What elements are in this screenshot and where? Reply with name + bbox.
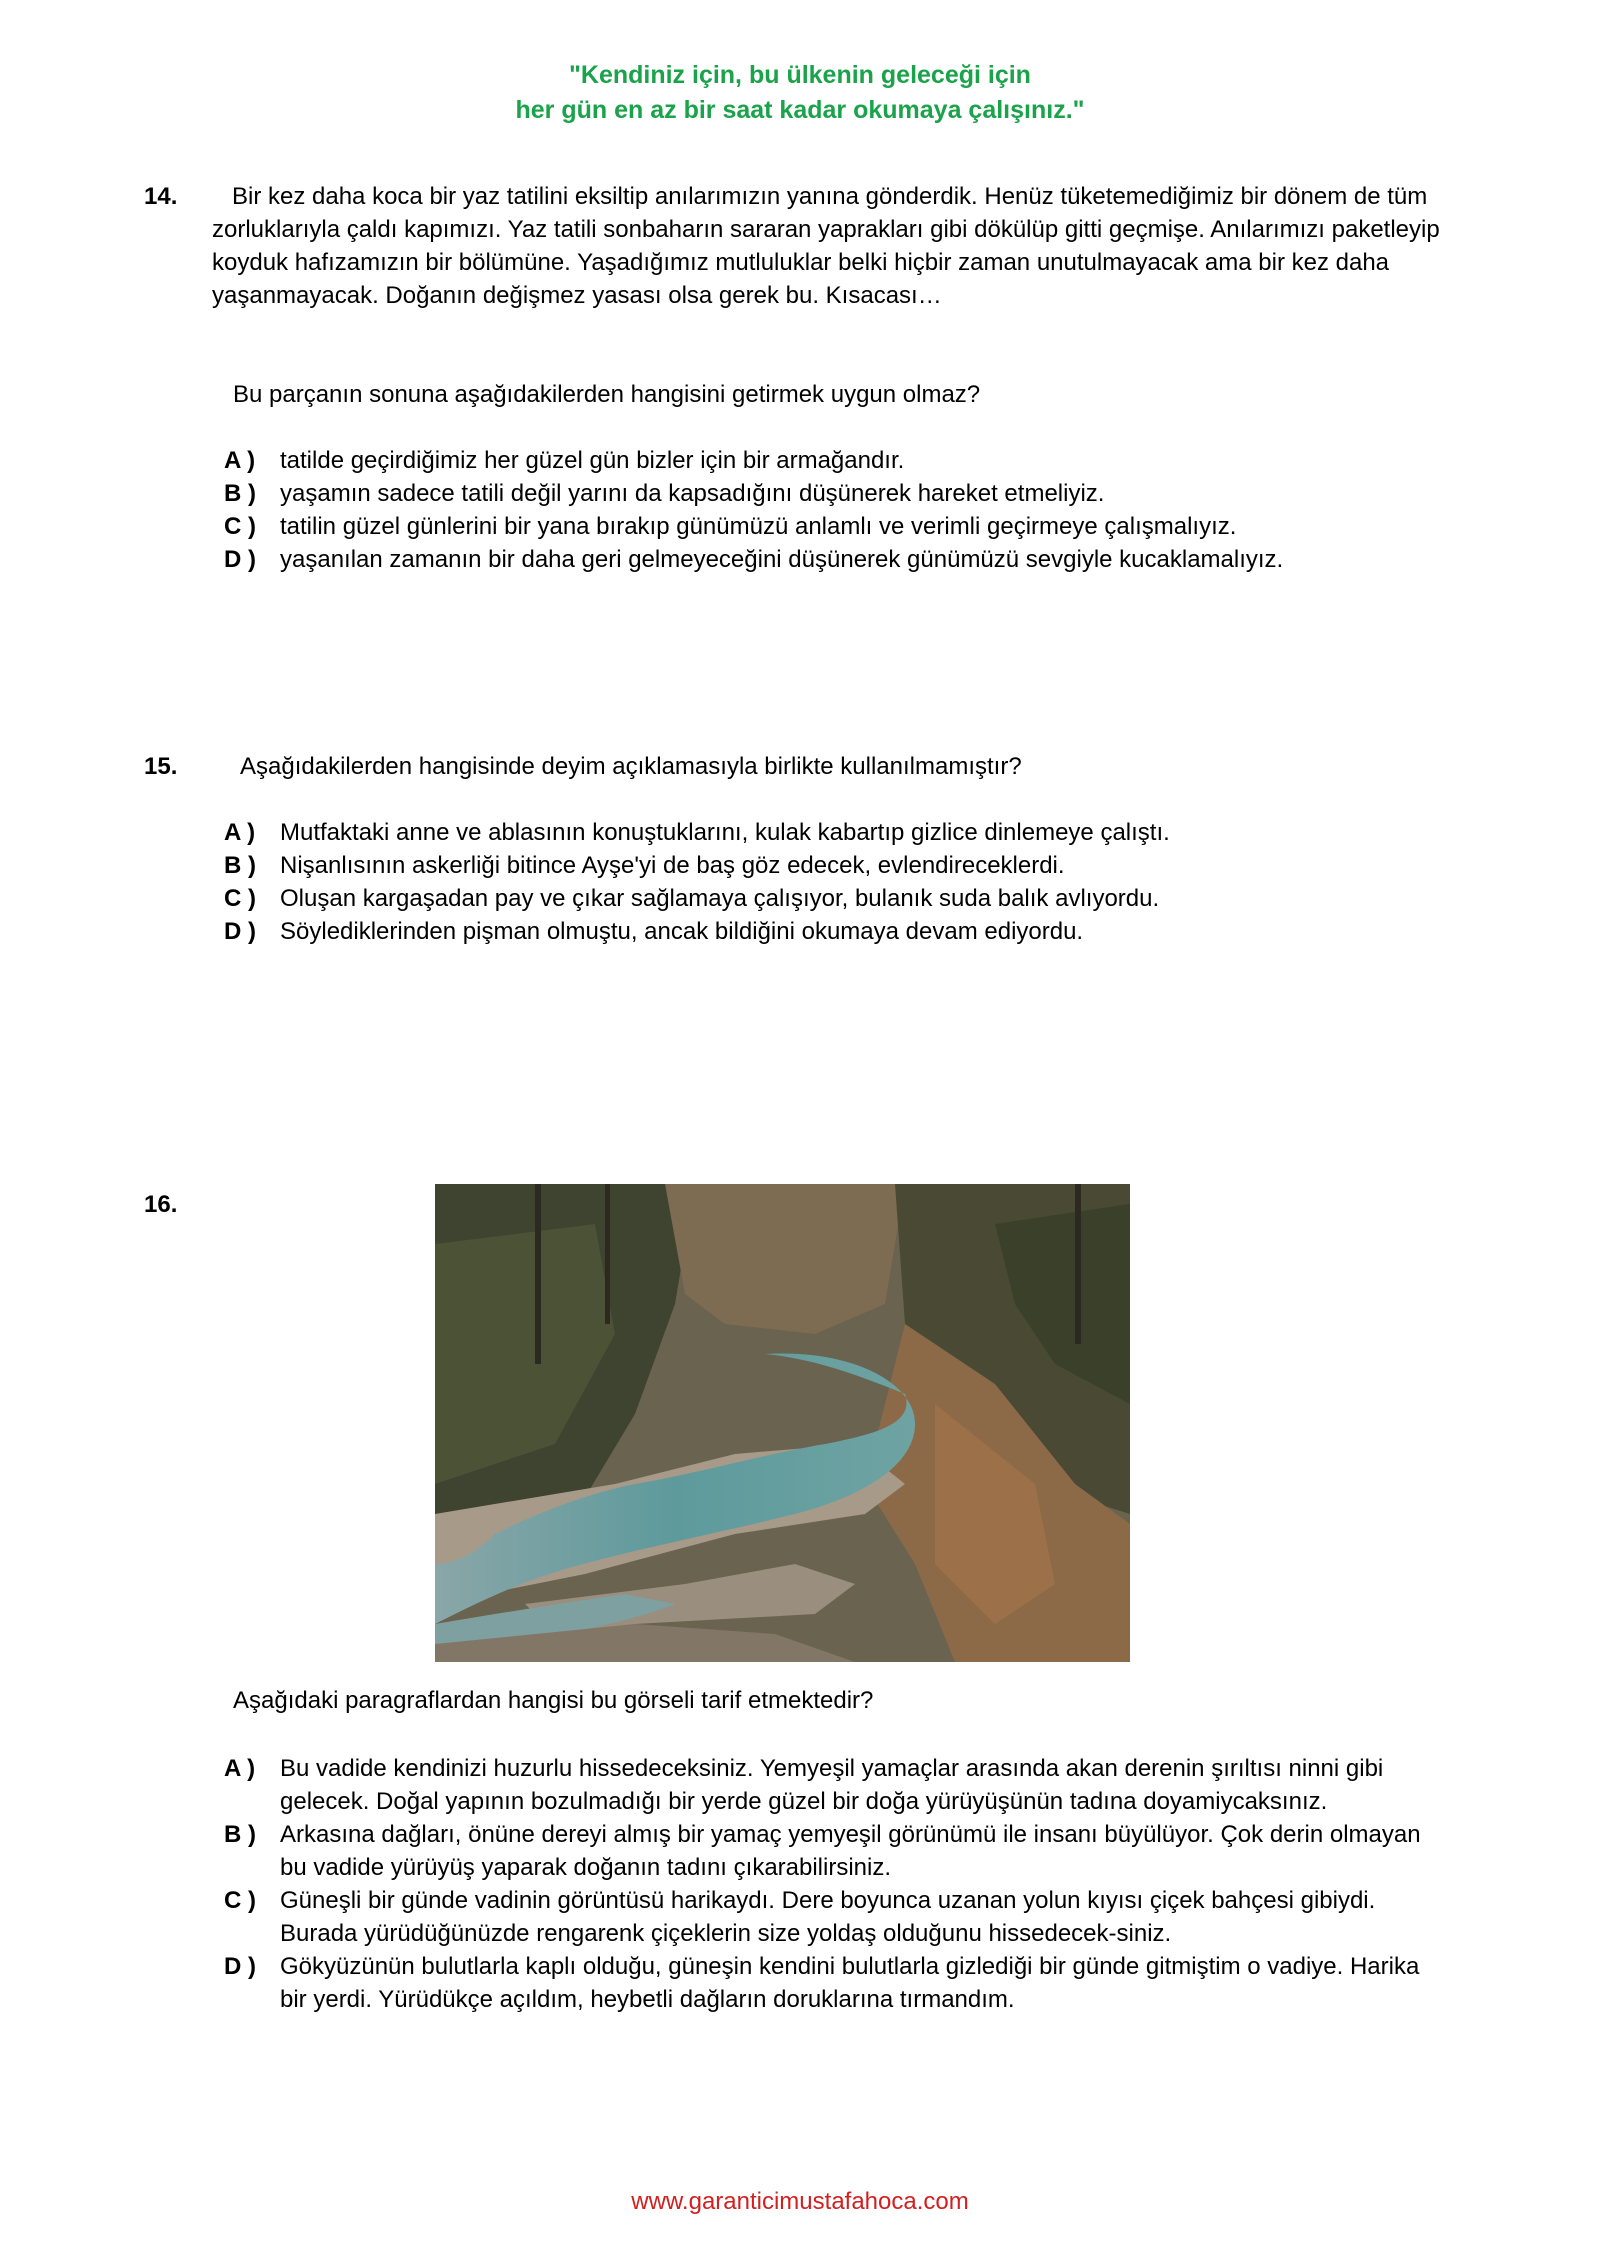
option-b[interactable] [224, 849, 1444, 882]
option-a[interactable] [224, 1752, 1444, 1818]
option-b[interactable] [224, 1818, 1444, 1884]
option-a[interactable] [224, 816, 1444, 849]
option-letter: A ) [224, 447, 256, 474]
option-text: tatilin güzel günlerini bir yana bırakıp günümüzü anlamlı ve verimli geçirmeye çalışmalıyız. [280, 513, 1237, 540]
header-motto [0, 58, 1600, 128]
question-number: 15. [144, 753, 178, 780]
option-a[interactable] [224, 444, 1444, 477]
passage-text: Bir kez daha koca bir yaz tatilini eksiltip anılarımızın yanına gönderdik. Henüz tüketemediğimiz bir dönem de tüm zorluklarıyla çaldı kapımızı. Yaz tatili sonbaharın sararan yaprakları gibi dökülüp gitti geçmişe. Anılarımızı paketleyip koyduk hafızamızın bir bölümüne. Yaşadığımız mutluluklar belki hiçbir zaman unutulmayacak ama bir kez daha yaşanmayacak. Doğanın değişmez yasası olsa gerek bu. Kısacası… [212, 183, 1440, 309]
option-letter: C ) [224, 513, 256, 540]
option-letter: C ) [224, 1887, 256, 1914]
option-c[interactable] [224, 1884, 1444, 1950]
option-text: Gökyüzünün bulutlarla kaplı olduğu, güneşin kendini bulutlarla gizlediği bir günde gitmiştim o vadiye. Harika bir yerdi. Yürüdükçe açıldım, heybetli dağların doruklarına tırmandım. [280, 1953, 1420, 2013]
valley-river-photo [435, 1184, 1130, 1662]
option-list [224, 1752, 1444, 2016]
option-text: Arkasına dağları, önüne dereyi almış bir yamaç yemyeşil görünümü ile insanı büyülüyor. Çok derin olmayan bu vadide yürüyüş yaparak doğanın tadını çıkarabilirsiniz. [280, 1821, 1421, 1881]
option-c[interactable] [224, 510, 1444, 543]
question-stem: Aşağıdaki paragraflardan hangisi bu görseli tarif etmektedir? [233, 1687, 874, 1714]
option-letter: A ) [224, 1755, 256, 1782]
option-text: Oluşan kargaşadan pay ve çıkar sağlamaya çalışıyor, bulanık suda balık avlıyordu. [280, 885, 1160, 912]
header-line-2: her gün en az bir saat kadar okumaya çalışınız." [515, 96, 1085, 124]
option-c[interactable] [224, 882, 1444, 915]
question-stem: Aşağıdakilerden hangisinde deyim açıklamasıyla birlikte kullanılmamıştır? [240, 753, 1022, 780]
option-text: Söylediklerinden pişman olmuştu, ancak bildiğini okumaya devam ediyordu. [280, 918, 1084, 945]
footer-website-link[interactable]: www.garanticimustafahoca.com [631, 2188, 969, 2215]
option-letter: D ) [224, 546, 256, 573]
option-text: tatilde geçirdiğimiz her güzel gün bizler için bir armağandır. [280, 447, 905, 474]
question-stem: Bu parçanın sonuna aşağıdakilerden hangisini getirmek uygun olmaz? [233, 381, 981, 408]
option-text: Güneşli bir günde vadinin görüntüsü harikaydı. Dere boyunca uzanan yolun kıyısı çiçek bahçesi gibiydi. Burada yürüdüğünüzde rengarenk çiçeklerin size yoldaş olduğunu hissedecek-siniz. [280, 1887, 1376, 1947]
question-number: 16. [144, 1191, 178, 1218]
option-text: yaşamın sadece tatili değil yarını da kapsadığını düşünerek hareket etmeliyiz. [280, 480, 1105, 507]
option-text: Nişanlısının askerliği bitince Ayşe'yi de baş göz edecek, evlendireceklerdi. [280, 852, 1065, 879]
option-letter: D ) [224, 918, 256, 945]
option-d[interactable] [224, 1950, 1444, 2016]
option-letter: B ) [224, 1821, 256, 1848]
question-number: 14. [144, 183, 178, 210]
option-letter: A ) [224, 819, 256, 846]
option-list [224, 444, 1444, 576]
option-d[interactable] [224, 915, 1444, 948]
option-letter: D ) [224, 1953, 256, 1980]
option-text: Bu vadide kendinizi huzurlu hissedeceksiniz. Yemyeşil yamaçlar arasında akan derenin şırıltısı ninni gibi gelecek. Doğal yapının bozulmadığı bir yerde güzel bir doğa yürüyüşünün tadına doyamiycaksınız. [280, 1755, 1384, 1815]
question-passage [212, 180, 1442, 312]
header-line-1: "Kendiniz için, bu ülkenin geleceği için [569, 61, 1031, 89]
option-list [224, 816, 1444, 948]
option-b[interactable] [224, 477, 1444, 510]
option-d[interactable] [224, 543, 1444, 576]
river-valley-image [435, 1184, 1130, 1662]
option-letter: B ) [224, 480, 256, 507]
option-text: Mutfaktaki anne ve ablasının konuştuklarını, kulak kabartıp gizlice dinlemeye çalıştı. [280, 819, 1170, 846]
option-text: yaşanılan zamanın bir daha geri gelmeyeceğini düşünerek günümüzü sevgiyle kucaklamalıyız. [280, 546, 1284, 573]
option-letter: B ) [224, 852, 256, 879]
option-letter: C ) [224, 885, 256, 912]
